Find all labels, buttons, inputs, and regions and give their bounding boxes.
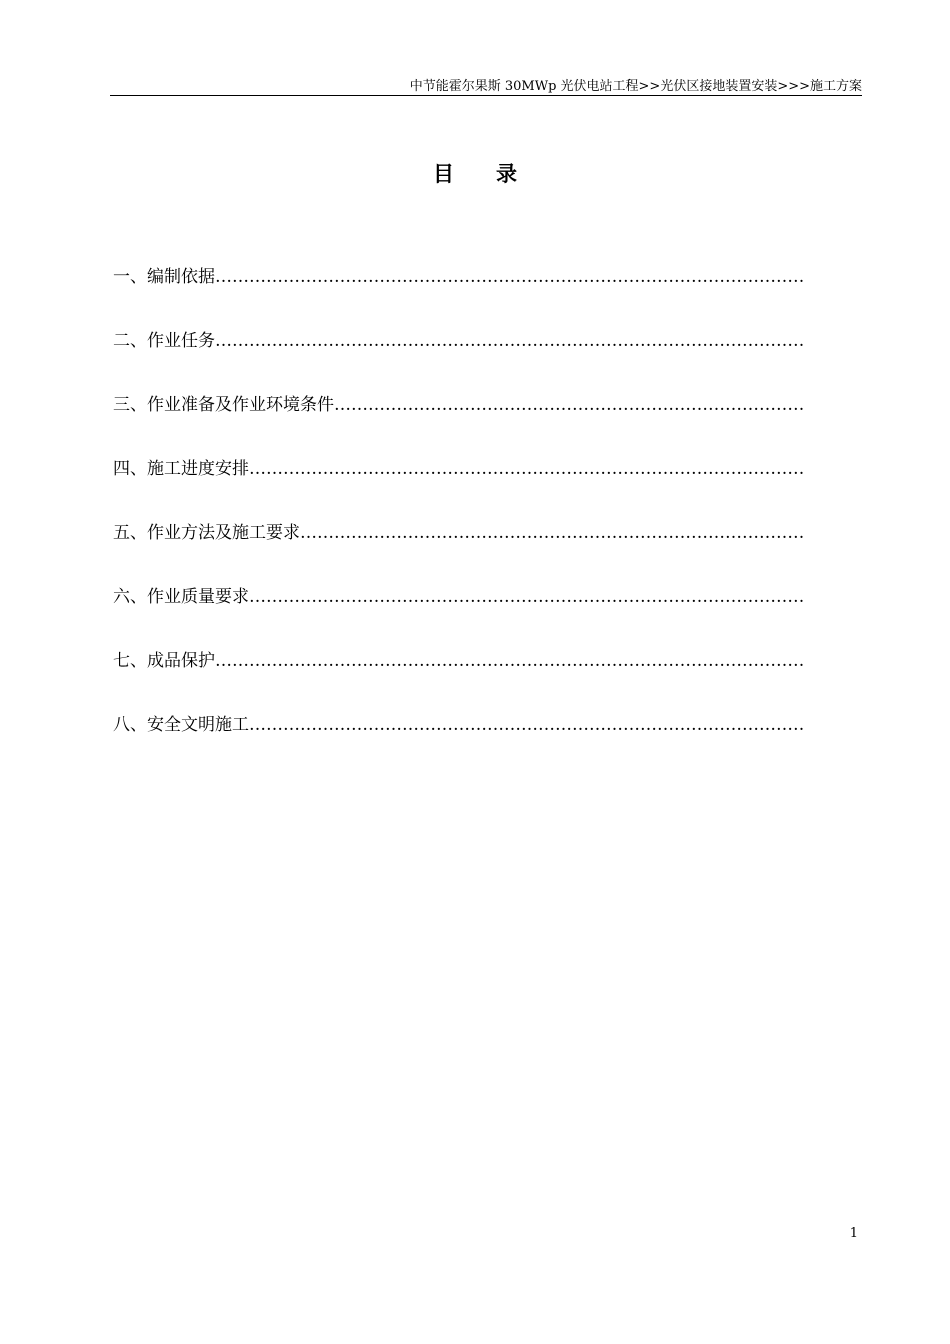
toc-entry[interactable] bbox=[113, 712, 803, 776]
toc-entry-label: 八、安全文明施工 bbox=[113, 715, 249, 735]
toc-dot-leader bbox=[300, 520, 803, 546]
toc-dot-leader bbox=[334, 392, 803, 418]
toc-entry-label: 六、作业质量要求 bbox=[113, 587, 249, 607]
table-of-contents bbox=[113, 264, 803, 776]
toc-entry[interactable] bbox=[113, 456, 803, 520]
toc-entry-label: 四、施工进度安排 bbox=[113, 459, 249, 479]
toc-entry[interactable] bbox=[113, 648, 803, 712]
toc-dot-leader bbox=[215, 264, 803, 290]
toc-entry-label: 三、作业准备及作业环境条件 bbox=[113, 395, 334, 415]
toc-entry-label: 五、作业方法及施工要求 bbox=[113, 523, 300, 543]
toc-entry[interactable] bbox=[113, 584, 803, 648]
page-number: 1 bbox=[849, 1226, 858, 1241]
toc-entry-label: 七、成品保护 bbox=[113, 651, 215, 671]
toc-entry-label: 一、编制依据 bbox=[113, 267, 215, 287]
toc-dot-leader bbox=[215, 328, 803, 354]
toc-entry[interactable] bbox=[113, 328, 803, 392]
header-text: 中节能霍尔果斯 30MWp 光伏电站工程>>光伏区接地装置安装>>>施工方案 bbox=[409, 79, 862, 94]
page-header bbox=[110, 76, 862, 96]
toc-entry[interactable] bbox=[113, 264, 803, 328]
toc-entry[interactable] bbox=[113, 520, 803, 584]
toc-entry[interactable] bbox=[113, 392, 803, 456]
toc-dot-leader bbox=[249, 584, 803, 610]
toc-dot-leader bbox=[249, 712, 803, 738]
toc-dot-leader bbox=[215, 648, 803, 674]
toc-entry-label: 二、作业任务 bbox=[113, 331, 215, 351]
toc-dot-leader bbox=[249, 456, 803, 482]
toc-title: 目 录 bbox=[433, 161, 517, 186]
